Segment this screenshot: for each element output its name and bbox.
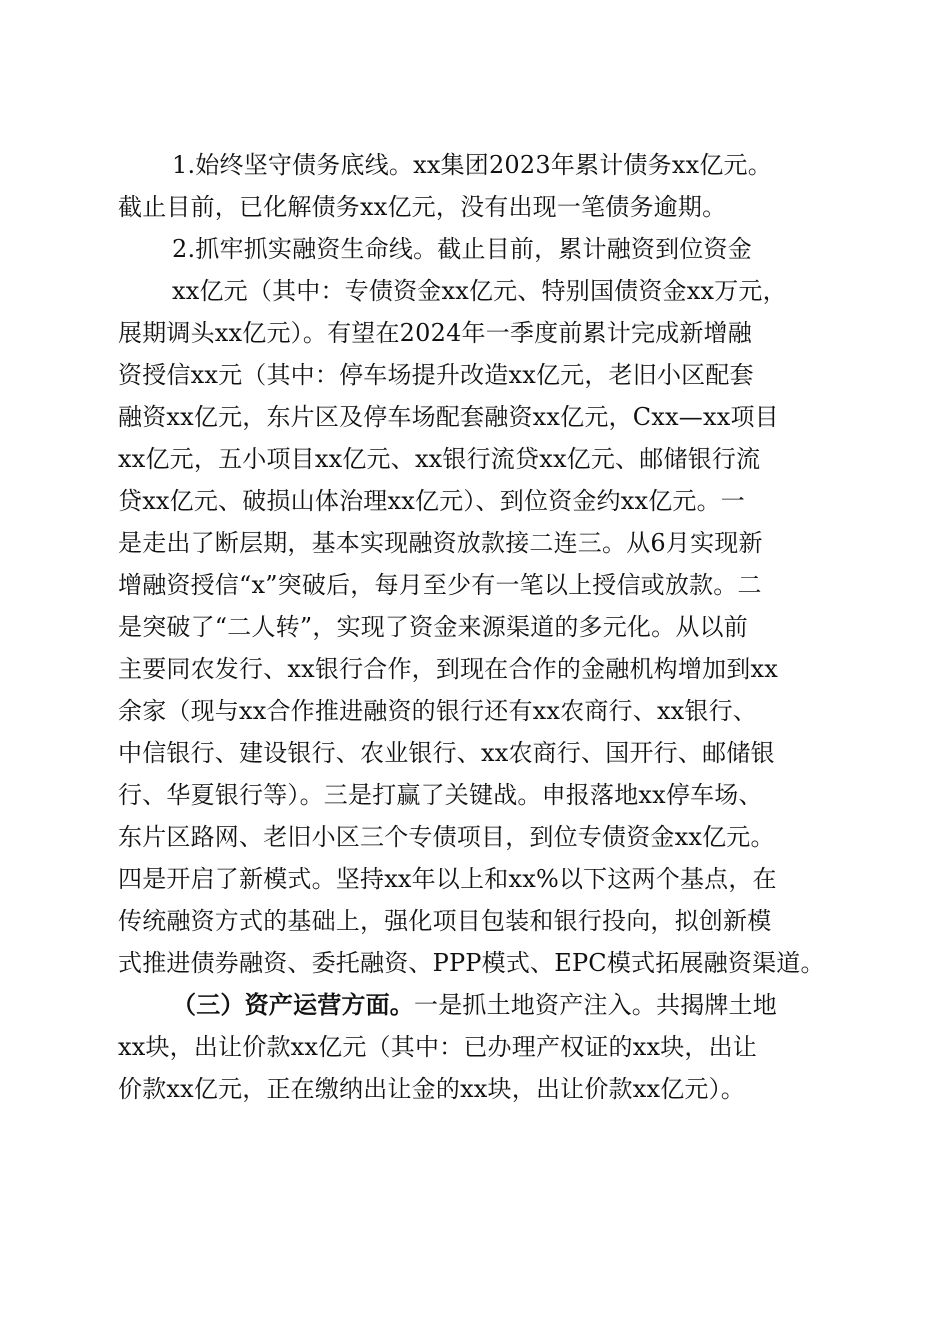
paragraph-2-line-17: 传统融资方式的基础上，强化项目包装和银行投向，拟创新模 xyxy=(118,907,772,935)
paragraph-2-line-11: 主要同农发行、xx银行合作，到现在合作的金融机构增加到xx xyxy=(118,655,778,683)
paragraph-2-line-3: 展期调头xx亿元）。有望在2024年一季度前累计完成新增融 xyxy=(118,319,752,347)
paragraph-2-line-13: 中信银行、建设银行、农业银行、xx农商行、国开行、邮储银 xyxy=(118,739,775,767)
paragraph-3-line-1-text: 一是抓土地资产注入。共揭牌土地 xyxy=(414,991,777,1019)
paragraph-2-line-1: 2.抓牢抓实融资生命线。截止目前，累计融资到位资金 xyxy=(172,235,752,263)
paragraph-2-line-4: 资授信xx元（其中：停车场提升改造xx亿元，老旧小区配套 xyxy=(118,361,754,389)
paragraph-3-line-3: 价款xx亿元，正在缴纳出让金的xx块，出让价款xx亿元）。 xyxy=(118,1075,746,1103)
paragraph-2-line-10: 是突破了“二人转”，实现了资金来源渠道的多元化。从以前 xyxy=(118,613,748,641)
paragraph-1-line-1: 1.始终坚守债务底线。xx集团2023年累计债务xx亿元。 xyxy=(172,151,772,179)
paragraph-2-line-15: 东片区路网、老旧小区三个专债项目，到位专债资金xx亿元。 xyxy=(118,823,775,851)
paragraph-2-line-5: 融资xx亿元，东片区及停车场配套融资xx亿元，Cxx—xx项目 xyxy=(118,403,779,431)
paragraph-3-line-2: xx块，出让价款xx亿元（其中：已办理产权证的xx块，出让 xyxy=(118,1033,758,1061)
paragraph-2-line-2: xx亿元（其中：专债资金xx亿元、特别国债资金xx万元， xyxy=(172,277,787,305)
paragraph-2-line-14: 行、华夏银行等）。三是打赢了关键战。申报落地xx停车场、 xyxy=(118,781,763,809)
paragraph-2-line-6: xx亿元，五小项目xx亿元、xx银行流贷xx亿元、邮储银行流 xyxy=(118,445,761,473)
paragraph-2-line-12: 余家（现与xx合作推进融资的银行还有xx农商行、xx银行、 xyxy=(118,697,758,725)
paragraph-2-line-9: 增融资授信“x”突破后，每月至少有一笔以上授信或放款。二 xyxy=(118,571,762,599)
paragraph-2-line-7: 贷xx亿元、破损山体治理xx亿元）、到位资金约xx亿元。一 xyxy=(118,487,746,515)
paragraph-2-line-8: 是走出了断层期，基本实现融资放款接二连三。从6月实现新 xyxy=(118,529,763,557)
paragraph-3-line-1 xyxy=(172,989,852,1021)
section-heading: （三）资产运营方面。 xyxy=(172,990,414,1019)
paragraph-1-line-2: 截止目前，已化解债务xx亿元，没有出现一笔债务逾期。 xyxy=(118,193,727,221)
paragraph-2-line-16: 四是开启了新模式。坚持xx年以上和xx%以下这两个基点，在 xyxy=(118,865,777,893)
paragraph-2-line-18: 式推进债券融资、委托融资、PPP模式、EPC模式拓展融资渠道。 xyxy=(118,949,825,977)
